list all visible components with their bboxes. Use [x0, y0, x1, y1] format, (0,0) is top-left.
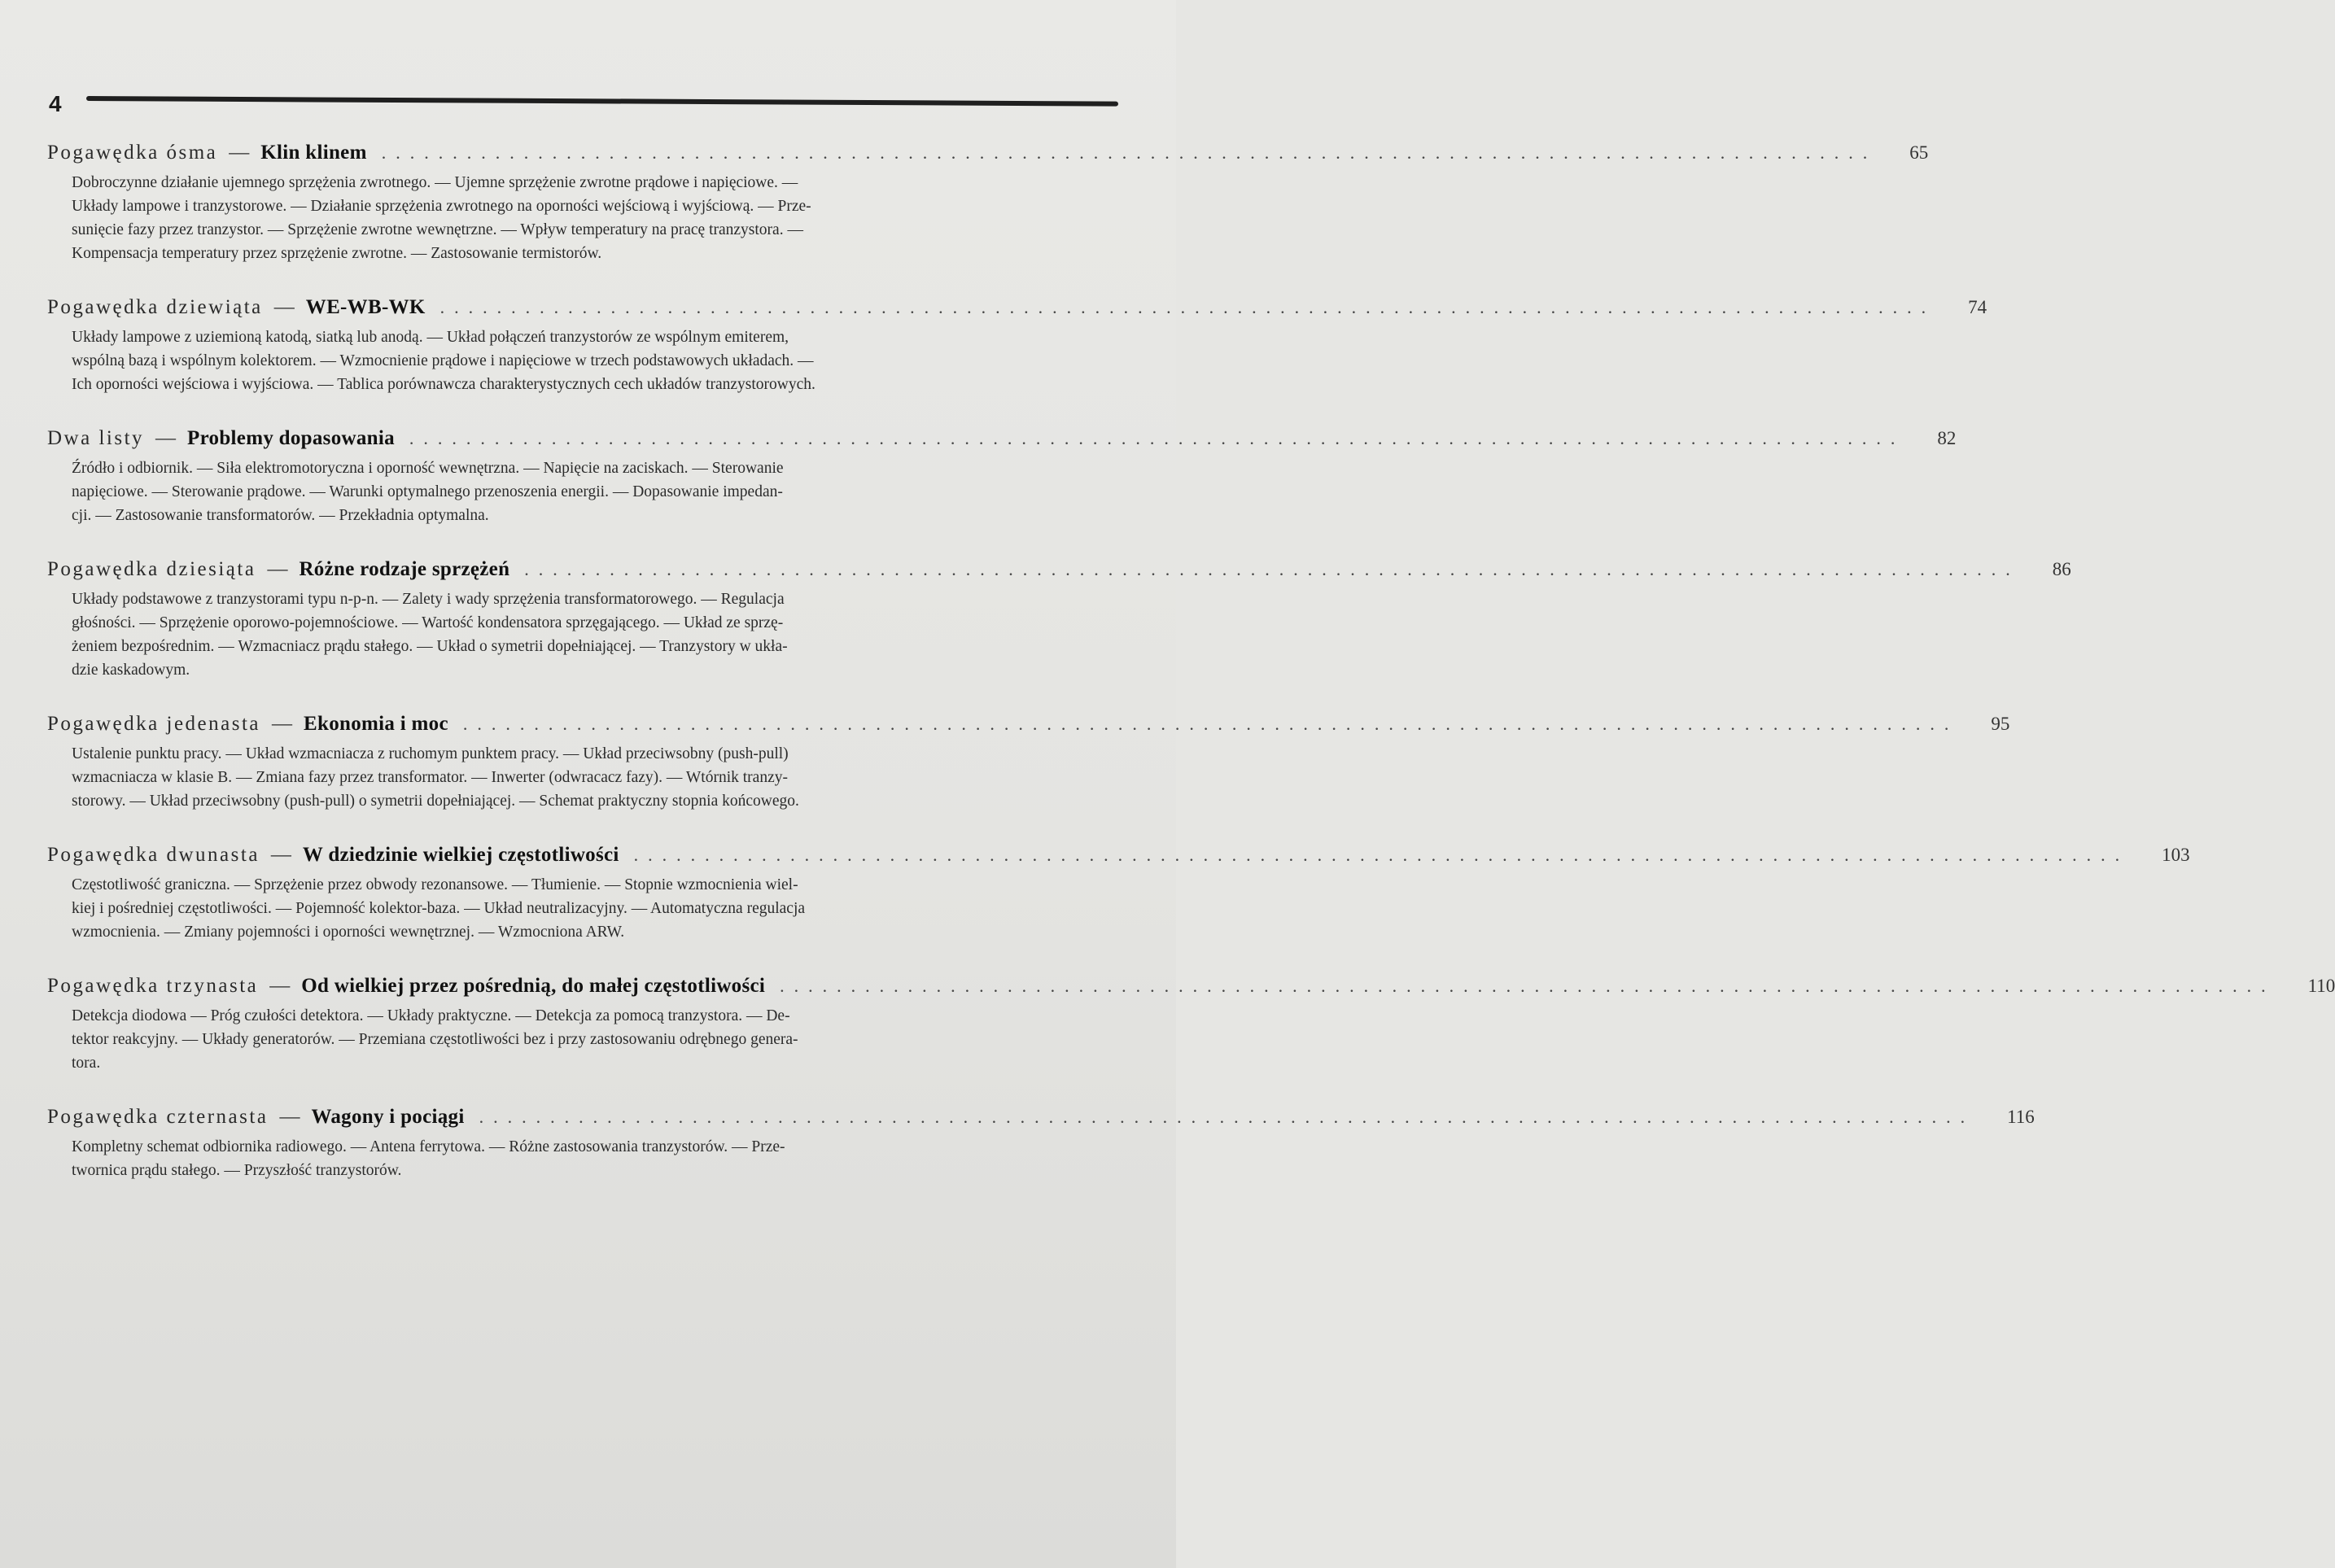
em-dash: —: [229, 142, 250, 164]
em-dash: —: [267, 558, 288, 580]
page-ref: 82: [1937, 428, 1957, 448]
page-ref: 103: [2162, 845, 2190, 865]
chapter-summary: Kompletny schemat odbiornika radiowego. — Antena ferrytowa. — Różne zastosowania tranzystorów. — Prze- twornica prądu stałego. — Przyszłość tranzystorów.: [72, 1138, 785, 1179]
toc-entry-heading: [47, 138, 1929, 168]
toc-entry: [47, 972, 2335, 1075]
em-dash: —: [269, 975, 291, 997]
chapter-prefix: Pogawędka dziewiąta: [47, 296, 263, 318]
toc-entry-heading: [47, 710, 2010, 739]
chapter-title: Problemy dopasowania: [187, 427, 395, 449]
toc-entry-heading: [47, 555, 2071, 584]
toc-entry: [47, 710, 2010, 813]
chapter-prefix: Pogawędka jedenasta: [47, 713, 261, 735]
chapter-summary: Detekcja diodowa — Próg czułości detektora. — Układy praktyczne. — Detekcja za pomocą tranzystora. — De- tektor reakcyjny. — Układy generatorów. — Przemiana częstotliwości bez i przy zastosowaniu odrębnego genera- tora.: [72, 1007, 798, 1072]
em-dash: —: [155, 427, 177, 449]
chapter-prefix: Pogawędka czternasta: [47, 1106, 269, 1128]
chapter-title: Klin klinem: [260, 142, 367, 164]
chapter-prefix: Pogawędka dwunasta: [47, 844, 260, 866]
page-ref: 74: [1968, 297, 1987, 317]
chapter-summary: Ustalenie punktu pracy. — Układ wzmacniacza z ruchomym punktem pracy. — Układ przeciwsobny (push-pull) wzmacniacza w klasie B. — Zmiana fazy przez transformator. — Inwerter (odwracacz fazy). — Wtórnik tranzy- storowy. — Układ przeciwsobny (push-pull) o symetrii dopełniającej. — Schemat praktyczny stopnia końcowego.: [72, 745, 799, 810]
chapter-title: WE-WB-WK: [305, 296, 426, 318]
dot-leader: .........................................................................................................: [462, 714, 1959, 734]
page-ref: 86: [2052, 559, 2071, 579]
toc-entry: [47, 555, 2071, 682]
header-rule: [86, 96, 1118, 107]
toc-entry: [47, 1103, 2035, 1182]
em-dash: —: [279, 1106, 300, 1128]
page-ref: 65: [1909, 142, 1929, 163]
chapter-title: Od wielkiej przez pośrednią, do małej częstotliwości: [301, 975, 766, 997]
dot-leader: .........................................................................................................: [524, 559, 2020, 579]
chapter-summary: Dobroczynne działanie ujemnego sprzężenia zwrotnego. — Ujemne sprzężenie zwrotne prądowe i napięciowe. — Układy lampowe i tranzystorowe. — Działanie sprzężenia zwrotnego na oporności wejściową i wyjściową. — Prze- sunięcie fazy przez tranzystor. — Sprzężenie zwrotne wewnętrzne. — Wpływ temperatury na pracę tranzystora. — Kompensacja temperatury przez sprzężenie zwrotne. — Zastosowanie termistorów.: [72, 174, 811, 262]
chapter-summary: Częstotliwość graniczna. — Sprzężenie przez obwody rezonansowe. — Tłumienie. — Stopnie wzmocnienia wiel- kiej i pośredniej częstotliwości. — Pojemność kolektor-baza. — Układ neutralizacyjny. — Automatyczna regulacja wzmocnienia. — Zmiany pojemności i oporności wewnętrznej. — Wzmocniona ARW.: [72, 876, 806, 941]
page-ref: 110: [2307, 976, 2335, 996]
page-ref: 116: [2007, 1107, 2035, 1127]
toc-entry: [47, 138, 1929, 265]
chapter-prefix: Pogawędka trzynasta: [47, 975, 259, 997]
chapter-title: Wagony i pociągi: [311, 1106, 465, 1128]
toc-entry-heading: [47, 1103, 2035, 1132]
chapter-summary: Źródło i odbiornik. — Siła elektromotoryczna i oporność wewnętrzna. — Napięcie na zaciskach. — Sterowanie napięciowe. — Sterowanie prądowe. — Warunki optymalnego przenoszenia energii. — Dopasowanie impedan- cji. — Zastosowanie transformatorów. — Przekładnia optymalna.: [72, 460, 784, 524]
dot-leader: .........................................................................................................: [780, 976, 2276, 996]
dot-leader: .........................................................................................................: [633, 845, 2130, 865]
dot-leader: .........................................................................................................: [439, 297, 1936, 317]
toc-entry-heading: [47, 972, 2335, 1001]
chapter-title: W dziedzinie wielkiej częstotliwości: [302, 844, 619, 866]
chapter-prefix: Pogawędka ósma: [47, 142, 218, 164]
toc-entry-heading: [47, 293, 1987, 322]
chapter-title: Różne rodzaje sprzężeń: [299, 558, 510, 580]
toc-entry-heading: [47, 424, 1957, 453]
table-of-contents: [47, 138, 2335, 1210]
em-dash: —: [270, 844, 291, 866]
page-number: 4: [49, 91, 62, 116]
toc-entry: [47, 841, 2190, 944]
chapter-prefix: Dwa listy: [47, 427, 145, 449]
em-dash: —: [273, 296, 295, 318]
chapter-summary: Układy lampowe z uziemioną katodą, siatką lub anodą. — Układ połączeń tranzystorów ze wspólnym emiterem, wspólną bazą i wspólnym kolektorem. — Wzmocnienie prądowe i napięciowe w trzech podstawowych układach. — Ich oporności wejściowa i wyjściowa. — Tablica porównawcza charakterystycznych cech układów tranzystorowych.: [72, 329, 816, 393]
dot-leader: .........................................................................................................: [479, 1107, 1975, 1127]
chapter-prefix: Pogawędka dziesiąta: [47, 558, 256, 580]
page-ref: 95: [1991, 714, 2010, 734]
chapter-summary: Układy podstawowe z tranzystorami typu n-p-n. — Zalety i wady sprzężenia transformatorowego. — Regulacja głośności. — Sprzężenie oporowo-pojemnościowe. — Wartość kondensatora sprzęgającego. — Układ ze sprzę- żeniem bezpośrednim. — Wzmacniacz prądu stałego. — Układ o symetrii dopełniającej. — Tranzystory w ukła- dzie kaskadowym.: [72, 591, 788, 679]
dot-leader: .........................................................................................................: [381, 142, 1878, 163]
dot-leader: .........................................................................................................: [409, 428, 1905, 448]
toc-entry: [47, 293, 1987, 396]
em-dash: —: [272, 713, 293, 735]
toc-entry-heading: [47, 841, 2190, 870]
toc-entry: [47, 424, 1957, 527]
chapter-title: Ekonomia i moc: [304, 713, 448, 735]
